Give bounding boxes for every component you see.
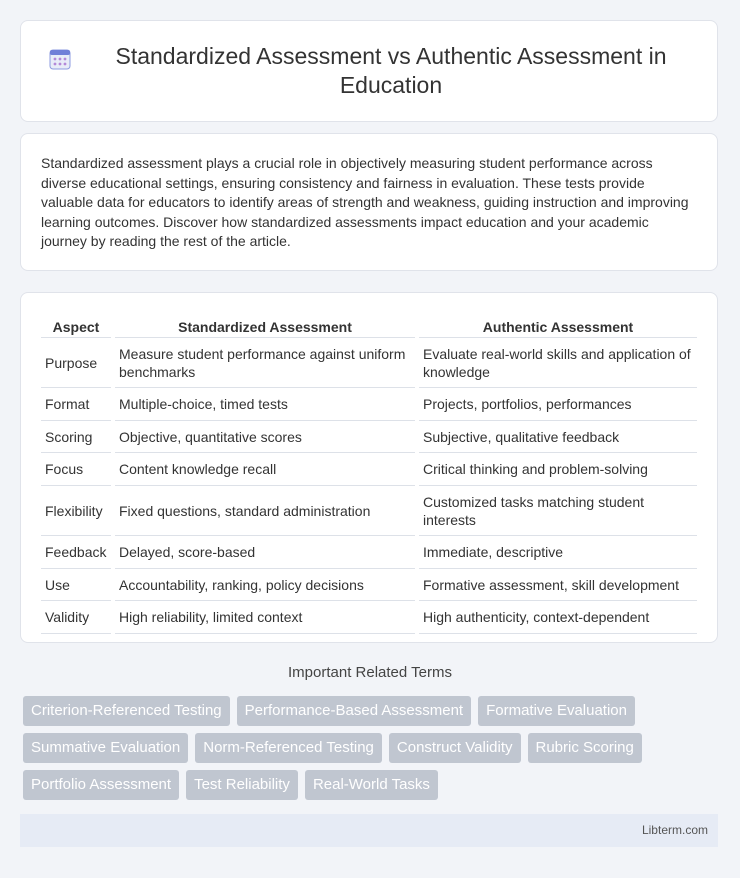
table-row xyxy=(41,538,697,569)
table-cell-authentic: Subjective, qualitative feedback xyxy=(419,423,697,454)
column-header-standardized: Standardized Assessment xyxy=(115,315,415,338)
related-term-tag[interactable]: Criterion-Referenced Testing xyxy=(23,696,230,726)
table-row xyxy=(41,488,697,536)
table-row xyxy=(41,390,697,421)
table-row xyxy=(41,455,697,486)
table-cell-aspect: Use xyxy=(41,571,111,602)
related-term-tag[interactable]: Norm-Referenced Testing xyxy=(195,733,382,763)
table-cell-standardized: Accountability, ranking, policy decisions xyxy=(115,571,415,602)
table-row xyxy=(41,571,697,602)
table-cell-authentic: Evaluate real-world skills and application of knowledge xyxy=(419,340,697,388)
table-cell-authentic: High authenticity, context-dependent xyxy=(419,603,697,634)
related-terms-list xyxy=(23,696,723,807)
table-cell-authentic: Critical thinking and problem-solving xyxy=(419,455,697,486)
table-cell-aspect: Format xyxy=(41,390,111,421)
table-cell-aspect: Focus xyxy=(41,455,111,486)
table-cell-authentic: Projects, portfolios, performances xyxy=(419,390,697,421)
related-term-tag[interactable]: Formative Evaluation xyxy=(478,696,635,726)
table-cell-standardized: Measure student performance against uniform benchmarks xyxy=(115,340,415,388)
footer-brand-link[interactable]: Libterm.com xyxy=(641,823,708,837)
intro-text: Standardized assessment plays a crucial role in objectively measuring student performance across diverse educational settings, ensuring consistency and fairness in evaluation. These tests provide valuable data for educators to identify areas of strength and weakness, guiding instruction and improving learning outcomes. Discover how standardized assessments impact education and your academic journey by reading the rest of the article. xyxy=(41,155,689,250)
related-term-tag[interactable]: Summative Evaluation xyxy=(23,733,188,763)
page-title: Standardized Assessment vs Authentic Assessment in Education xyxy=(115,43,667,98)
column-header-aspect: Aspect xyxy=(41,315,111,338)
table-cell-aspect: Flexibility xyxy=(41,488,111,536)
related-term-tag[interactable]: Portfolio Assessment xyxy=(23,770,179,800)
comparison-table-card xyxy=(20,292,718,643)
table-cell-aspect: Purpose xyxy=(41,340,111,388)
table-cell-authentic: Formative assessment, skill development xyxy=(419,571,697,602)
table-cell-authentic: Customized tasks matching student interests xyxy=(419,488,697,536)
table-row xyxy=(41,603,697,634)
intro-card xyxy=(20,133,718,271)
table-cell-standardized: Fixed questions, standard administration xyxy=(115,488,415,536)
related-terms-title: Important Related Terms xyxy=(288,664,452,681)
table-cell-standardized: High reliability, limited context xyxy=(115,603,415,634)
table-row xyxy=(41,423,697,454)
table-cell-aspect: Scoring xyxy=(41,423,111,454)
footer xyxy=(20,814,718,847)
table-cell-standardized: Objective, quantitative scores xyxy=(115,423,415,454)
calendar-icon xyxy=(49,48,71,70)
related-term-tag[interactable]: Performance-Based Assessment xyxy=(237,696,471,726)
table-row xyxy=(41,340,697,388)
related-term-tag[interactable]: Test Reliability xyxy=(186,770,298,800)
table-cell-authentic: Immediate, descriptive xyxy=(419,538,697,569)
table-cell-standardized: Delayed, score-based xyxy=(115,538,415,569)
table-cell-aspect: Validity xyxy=(41,603,111,634)
table-cell-standardized: Multiple-choice, timed tests xyxy=(115,390,415,421)
related-term-tag[interactable]: Real-World Tasks xyxy=(305,770,438,800)
related-term-tag[interactable]: Construct Validity xyxy=(389,733,521,763)
column-header-authentic: Authentic Assessment xyxy=(419,315,697,338)
header-card xyxy=(20,20,718,122)
table-cell-aspect: Feedback xyxy=(41,538,111,569)
table-cell-standardized: Content knowledge recall xyxy=(115,455,415,486)
table-header-row xyxy=(41,315,697,338)
related-term-tag[interactable]: Rubric Scoring xyxy=(528,733,642,763)
comparison-table xyxy=(37,313,701,636)
